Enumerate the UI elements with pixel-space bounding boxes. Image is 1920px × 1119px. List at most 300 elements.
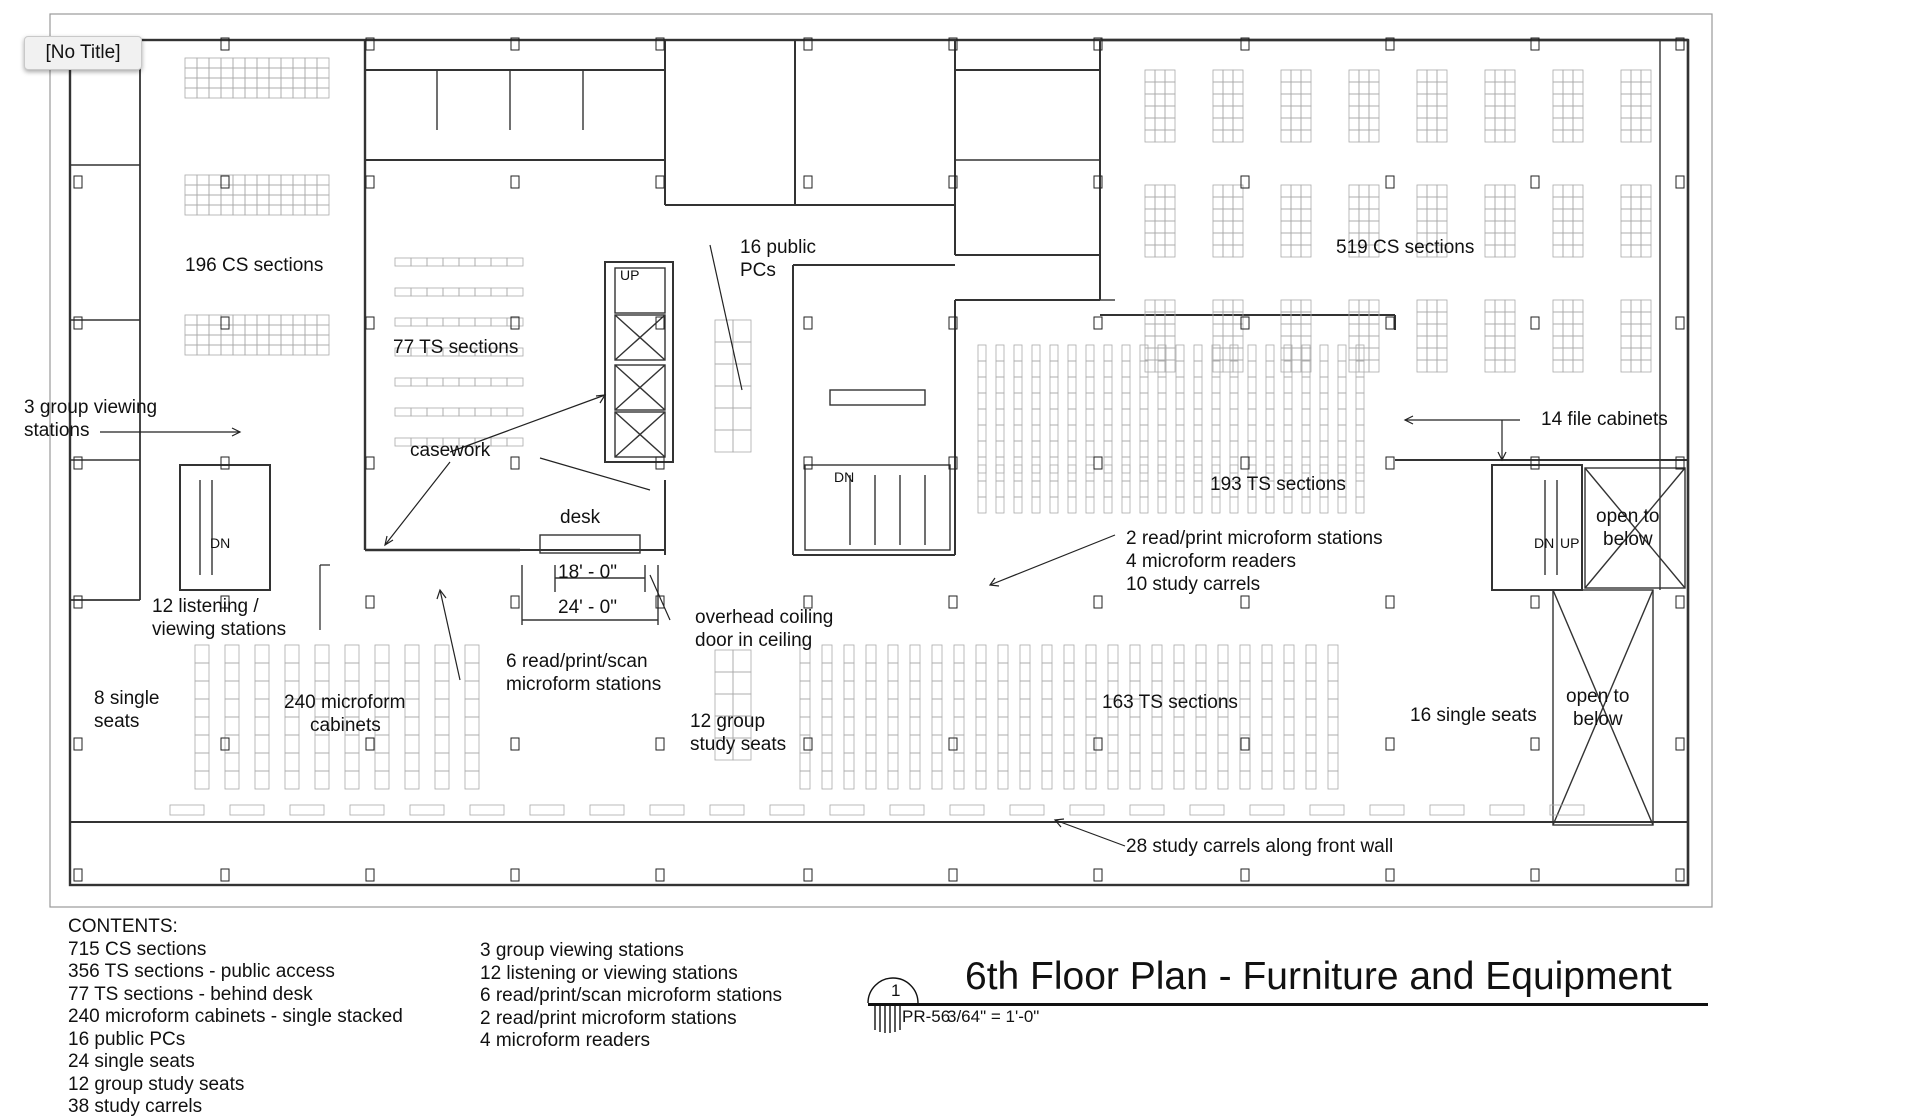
cs-section bbox=[1505, 312, 1515, 324]
study-carrel bbox=[1550, 805, 1584, 815]
ts-section bbox=[910, 735, 920, 753]
ts-section bbox=[1284, 377, 1292, 393]
ts-section bbox=[1248, 393, 1256, 409]
ts-section bbox=[1302, 377, 1310, 393]
contents-item: 6 read/print/scan microform stations bbox=[480, 985, 783, 1006]
ts-section bbox=[822, 771, 832, 789]
cs-section bbox=[1233, 70, 1243, 82]
cs-section bbox=[1641, 300, 1651, 312]
ts-section bbox=[507, 438, 523, 446]
ts-section bbox=[1042, 645, 1052, 663]
ts-section bbox=[1176, 425, 1184, 441]
structural-column bbox=[74, 457, 82, 469]
label-open-below-1b: below bbox=[1603, 529, 1653, 550]
ts-section bbox=[978, 441, 986, 457]
cs-section bbox=[1301, 300, 1311, 312]
cs-section bbox=[281, 335, 293, 345]
cs-section bbox=[1233, 245, 1243, 257]
cs-section bbox=[1291, 197, 1301, 209]
ts-section bbox=[1302, 361, 1310, 377]
ts-section bbox=[1064, 645, 1074, 663]
cs-section bbox=[1223, 106, 1233, 118]
ts-section bbox=[932, 771, 942, 789]
cs-section bbox=[1563, 82, 1573, 94]
ts-section bbox=[954, 771, 964, 789]
study-carrel bbox=[230, 805, 264, 815]
ts-section bbox=[1086, 753, 1096, 771]
cs-section bbox=[1485, 209, 1495, 221]
ts-section bbox=[1176, 377, 1184, 393]
cs-section bbox=[1281, 348, 1291, 360]
cs-section bbox=[1553, 130, 1563, 142]
ts-section bbox=[1068, 497, 1076, 513]
structural-column bbox=[804, 176, 812, 188]
cs-section bbox=[1301, 94, 1311, 106]
cs-section bbox=[197, 175, 209, 185]
ts-section bbox=[1042, 735, 1052, 753]
ts-section bbox=[1122, 377, 1130, 393]
ts-section bbox=[507, 258, 523, 266]
cs-section bbox=[1417, 221, 1427, 233]
cs-section bbox=[1291, 94, 1301, 106]
microform-cabinet bbox=[285, 735, 299, 753]
ts-section bbox=[800, 717, 810, 735]
structural-column bbox=[366, 596, 374, 608]
study-carrel bbox=[350, 805, 384, 815]
ts-section bbox=[822, 681, 832, 699]
structural-column bbox=[1386, 176, 1394, 188]
cs-section bbox=[1145, 233, 1155, 245]
cs-section bbox=[1213, 130, 1223, 142]
label-read-print-scan-1: 6 read/print/scan bbox=[506, 651, 648, 672]
ts-section bbox=[996, 377, 1004, 393]
ts-section bbox=[1020, 717, 1030, 735]
cs-section bbox=[305, 185, 317, 195]
cs-section bbox=[269, 78, 281, 88]
cs-section bbox=[1563, 233, 1573, 245]
ts-section bbox=[1338, 497, 1346, 513]
cs-section bbox=[281, 345, 293, 355]
cs-section bbox=[1281, 130, 1291, 142]
microform-cabinet bbox=[405, 717, 419, 735]
ts-section bbox=[1032, 361, 1040, 377]
cs-section bbox=[1155, 106, 1165, 118]
cs-section bbox=[1213, 185, 1223, 197]
ts-section bbox=[1248, 361, 1256, 377]
sheet-title: 6th Floor Plan - Furniture and Equipment bbox=[965, 955, 1672, 998]
cs-section bbox=[1359, 300, 1369, 312]
label-single-16: 16 single seats bbox=[1410, 705, 1537, 726]
structural-column bbox=[221, 176, 229, 188]
ts-section bbox=[475, 378, 491, 386]
cs-section bbox=[281, 175, 293, 185]
label-group-viewing-2: stations bbox=[24, 420, 90, 441]
ts-section bbox=[866, 771, 876, 789]
cs-section bbox=[1417, 106, 1427, 118]
cs-section bbox=[1155, 245, 1165, 257]
ts-section bbox=[1356, 377, 1364, 393]
cs-section bbox=[1427, 82, 1437, 94]
microform-cabinet bbox=[225, 699, 239, 717]
label-microform-stations-2: 4 microform readers bbox=[1126, 551, 1296, 572]
label-single-8-2: seats bbox=[94, 711, 140, 732]
cs-section bbox=[1417, 70, 1427, 82]
ts-section bbox=[1266, 441, 1274, 457]
cs-section bbox=[1437, 336, 1447, 348]
label-desk: desk bbox=[560, 507, 601, 528]
study-carrel bbox=[1490, 805, 1524, 815]
cs-section bbox=[269, 88, 281, 98]
cs-section bbox=[1281, 209, 1291, 221]
cs-section bbox=[1437, 360, 1447, 372]
cs-section bbox=[1505, 106, 1515, 118]
window-title-tab[interactable]: [No Title] bbox=[24, 36, 142, 70]
microform-cabinet bbox=[315, 771, 329, 789]
cs-section bbox=[1641, 94, 1651, 106]
ts-section bbox=[1050, 345, 1058, 361]
ts-section bbox=[1212, 377, 1220, 393]
structural-column bbox=[74, 317, 82, 329]
ts-section bbox=[1320, 361, 1328, 377]
ts-section bbox=[1356, 441, 1364, 457]
study-carrel bbox=[590, 805, 624, 815]
ts-section bbox=[459, 258, 475, 266]
microform-cabinet bbox=[255, 735, 269, 753]
ts-section bbox=[443, 258, 459, 266]
ts-section bbox=[888, 645, 898, 663]
cs-section bbox=[1485, 348, 1495, 360]
ts-section bbox=[910, 681, 920, 699]
cs-section bbox=[233, 205, 245, 215]
cs-section bbox=[1641, 118, 1651, 130]
cs-section bbox=[233, 195, 245, 205]
cs-section bbox=[1505, 70, 1515, 82]
ts-section bbox=[1230, 497, 1238, 513]
ts-section bbox=[866, 699, 876, 717]
cs-section bbox=[1165, 360, 1175, 372]
ts-section bbox=[910, 699, 920, 717]
cs-section bbox=[1281, 245, 1291, 257]
cs-section bbox=[1155, 300, 1165, 312]
cs-section bbox=[1641, 106, 1651, 118]
ts-section bbox=[866, 681, 876, 699]
cs-section bbox=[1563, 106, 1573, 118]
structural-column bbox=[656, 869, 664, 881]
cs-section bbox=[1281, 221, 1291, 233]
ts-section bbox=[998, 699, 1008, 717]
cs-section bbox=[1573, 70, 1583, 82]
cs-section bbox=[293, 68, 305, 78]
cs-section bbox=[1281, 336, 1291, 348]
structural-column bbox=[1094, 596, 1102, 608]
structural-column bbox=[949, 596, 957, 608]
ts-section bbox=[1176, 409, 1184, 425]
cs-section bbox=[1573, 348, 1583, 360]
contents-item: 24 single seats bbox=[68, 1051, 195, 1072]
ts-section bbox=[459, 408, 475, 416]
study-carrel bbox=[950, 805, 984, 815]
cs-section bbox=[1301, 324, 1311, 336]
cs-section bbox=[1553, 300, 1563, 312]
cs-section bbox=[197, 195, 209, 205]
microform-cabinet bbox=[435, 645, 449, 663]
ts-section bbox=[1020, 663, 1030, 681]
cs-section bbox=[1621, 312, 1631, 324]
cs-section bbox=[1427, 324, 1437, 336]
cs-section bbox=[281, 325, 293, 335]
cs-section bbox=[1369, 70, 1379, 82]
ts-section bbox=[1050, 393, 1058, 409]
cs-section bbox=[1573, 118, 1583, 130]
cs-section bbox=[281, 195, 293, 205]
ts-section bbox=[1042, 771, 1052, 789]
ts-section bbox=[1158, 409, 1166, 425]
cs-section bbox=[281, 68, 293, 78]
cs-section bbox=[1437, 197, 1447, 209]
cs-section bbox=[1631, 324, 1641, 336]
microform-cabinet bbox=[375, 771, 389, 789]
cs-section bbox=[1369, 336, 1379, 348]
cs-section bbox=[1621, 94, 1631, 106]
study-carrel bbox=[650, 805, 684, 815]
structural-column bbox=[1241, 317, 1249, 329]
ts-section bbox=[1130, 753, 1140, 771]
cs-section bbox=[1281, 94, 1291, 106]
cs-section bbox=[1563, 197, 1573, 209]
cs-section bbox=[1495, 324, 1505, 336]
cs-section bbox=[1641, 70, 1651, 82]
ts-section bbox=[507, 288, 523, 296]
ts-section bbox=[1194, 425, 1202, 441]
ts-section bbox=[1196, 645, 1206, 663]
ts-section bbox=[888, 681, 898, 699]
ts-section bbox=[1086, 425, 1094, 441]
cs-section bbox=[281, 78, 293, 88]
ts-section bbox=[1262, 753, 1272, 771]
cs-section bbox=[1349, 221, 1359, 233]
study-carrel bbox=[410, 805, 444, 815]
cs-section bbox=[1505, 233, 1515, 245]
ts-section bbox=[1284, 663, 1294, 681]
ts-section bbox=[1020, 735, 1030, 753]
ts-section bbox=[491, 318, 507, 326]
cs-section bbox=[1291, 300, 1301, 312]
ts-section bbox=[1320, 345, 1328, 361]
microform-cabinet bbox=[315, 663, 329, 681]
microform-cabinet bbox=[345, 645, 359, 663]
cs-section bbox=[221, 88, 233, 98]
ts-section bbox=[800, 753, 810, 771]
cs-section bbox=[269, 205, 281, 215]
ts-section bbox=[1032, 441, 1040, 457]
cs-section bbox=[1369, 360, 1379, 372]
cs-section bbox=[1233, 221, 1243, 233]
public-pc-station bbox=[715, 342, 733, 364]
ts-section bbox=[1050, 481, 1058, 497]
cs-section bbox=[1427, 221, 1437, 233]
cs-section bbox=[1155, 209, 1165, 221]
structural-column bbox=[511, 738, 519, 750]
ts-section bbox=[1068, 377, 1076, 393]
contents-item: 16 public PCs bbox=[68, 1028, 186, 1050]
cs-section bbox=[1631, 130, 1641, 142]
microform-cabinet bbox=[405, 663, 419, 681]
microform-cabinet bbox=[375, 753, 389, 771]
ts-section bbox=[1174, 717, 1184, 735]
ts-section bbox=[888, 771, 898, 789]
ts-section bbox=[1174, 645, 1184, 663]
cs-section bbox=[1417, 185, 1427, 197]
cs-section bbox=[185, 175, 197, 185]
cs-section bbox=[1233, 82, 1243, 94]
cs-section bbox=[1553, 348, 1563, 360]
cs-section bbox=[197, 185, 209, 195]
cs-section bbox=[1631, 245, 1641, 257]
cs-section bbox=[1641, 185, 1651, 197]
cs-section bbox=[1369, 300, 1379, 312]
ts-section bbox=[910, 753, 920, 771]
cs-section bbox=[1417, 94, 1427, 106]
cs-section bbox=[1437, 70, 1447, 82]
study-carrel bbox=[470, 805, 504, 815]
ts-section bbox=[1158, 441, 1166, 457]
cs-section bbox=[1155, 70, 1165, 82]
ts-section bbox=[888, 753, 898, 771]
microform-cabinet bbox=[435, 663, 449, 681]
cs-section bbox=[1485, 336, 1495, 348]
ts-section bbox=[1356, 497, 1364, 513]
cs-section bbox=[1621, 82, 1631, 94]
ts-section bbox=[844, 753, 854, 771]
ts-section bbox=[1152, 717, 1162, 735]
cs-section bbox=[245, 68, 257, 78]
public-pc-station bbox=[715, 386, 733, 408]
cs-section bbox=[185, 68, 197, 78]
ts-section bbox=[1104, 441, 1112, 457]
cs-section bbox=[245, 315, 257, 325]
structural-column bbox=[1676, 457, 1684, 469]
cs-section bbox=[1553, 197, 1563, 209]
ts-section bbox=[1284, 645, 1294, 663]
ts-section bbox=[1306, 699, 1316, 717]
cs-section bbox=[1563, 118, 1573, 130]
cs-section bbox=[1281, 197, 1291, 209]
ts-section bbox=[1086, 717, 1096, 735]
ts-section bbox=[1104, 425, 1112, 441]
cs-section bbox=[1621, 336, 1631, 348]
ts-section bbox=[1328, 645, 1338, 663]
ts-section bbox=[1104, 393, 1112, 409]
microform-cabinet bbox=[435, 735, 449, 753]
ts-section bbox=[1042, 753, 1052, 771]
cs-section bbox=[1155, 233, 1165, 245]
cs-section bbox=[1553, 82, 1563, 94]
cs-section bbox=[1165, 324, 1175, 336]
cs-section bbox=[1563, 130, 1573, 142]
cs-section bbox=[1213, 233, 1223, 245]
cs-section bbox=[185, 78, 197, 88]
ts-section bbox=[822, 717, 832, 735]
ts-section bbox=[1122, 441, 1130, 457]
cs-section bbox=[245, 58, 257, 68]
ts-section bbox=[1356, 481, 1364, 497]
microform-cabinet bbox=[465, 645, 479, 663]
label-ts-193: 193 TS sections bbox=[1210, 474, 1346, 495]
cs-section bbox=[185, 325, 197, 335]
structural-column bbox=[1241, 869, 1249, 881]
cs-section bbox=[209, 345, 221, 355]
cs-section bbox=[257, 335, 269, 345]
cs-section bbox=[185, 335, 197, 345]
cs-section bbox=[1641, 312, 1651, 324]
cs-section bbox=[1291, 209, 1301, 221]
microform-cabinet bbox=[345, 735, 359, 753]
cs-section bbox=[293, 78, 305, 88]
ts-section bbox=[1140, 409, 1148, 425]
cs-section bbox=[1223, 82, 1233, 94]
ts-section bbox=[1104, 361, 1112, 377]
cs-section bbox=[1281, 106, 1291, 118]
cs-section bbox=[1223, 348, 1233, 360]
cs-section bbox=[1369, 118, 1379, 130]
ts-section bbox=[978, 377, 986, 393]
ts-section bbox=[1104, 409, 1112, 425]
cs-section bbox=[209, 185, 221, 195]
microform-cabinet bbox=[195, 645, 209, 663]
cs-section bbox=[245, 325, 257, 335]
ts-section bbox=[954, 645, 964, 663]
cs-section bbox=[1437, 185, 1447, 197]
cs-section bbox=[1485, 106, 1495, 118]
ts-section bbox=[998, 717, 1008, 735]
cs-section bbox=[305, 335, 317, 345]
ts-section bbox=[866, 735, 876, 753]
cs-section bbox=[1563, 312, 1573, 324]
ts-section bbox=[507, 318, 523, 326]
cs-section bbox=[293, 58, 305, 68]
ts-section bbox=[1306, 717, 1316, 735]
cs-section bbox=[1155, 336, 1165, 348]
structural-column bbox=[804, 738, 812, 750]
ts-section bbox=[1130, 735, 1140, 753]
structural-column bbox=[1094, 317, 1102, 329]
cs-section bbox=[1621, 118, 1631, 130]
microform-cabinet bbox=[465, 771, 479, 789]
ts-section bbox=[1212, 441, 1220, 457]
ts-section bbox=[1086, 645, 1096, 663]
microform-cabinet bbox=[195, 663, 209, 681]
ts-section bbox=[1196, 735, 1206, 753]
structural-column bbox=[511, 457, 519, 469]
structural-column bbox=[1386, 869, 1394, 881]
microform-cabinet bbox=[225, 753, 239, 771]
label-read-print-scan-2: microform stations bbox=[506, 674, 662, 695]
cs-section bbox=[1213, 82, 1223, 94]
cs-section bbox=[209, 175, 221, 185]
study-carrel bbox=[170, 805, 204, 815]
microform-cabinet bbox=[195, 753, 209, 771]
structural-column bbox=[1386, 457, 1394, 469]
ts-section bbox=[1174, 735, 1184, 753]
cs-section bbox=[1437, 221, 1447, 233]
cs-section bbox=[269, 185, 281, 195]
ts-section bbox=[1306, 681, 1316, 699]
ts-section bbox=[1032, 409, 1040, 425]
cs-section bbox=[1291, 245, 1301, 257]
cs-section bbox=[1495, 185, 1505, 197]
cs-section bbox=[1495, 336, 1505, 348]
cs-section bbox=[269, 68, 281, 78]
